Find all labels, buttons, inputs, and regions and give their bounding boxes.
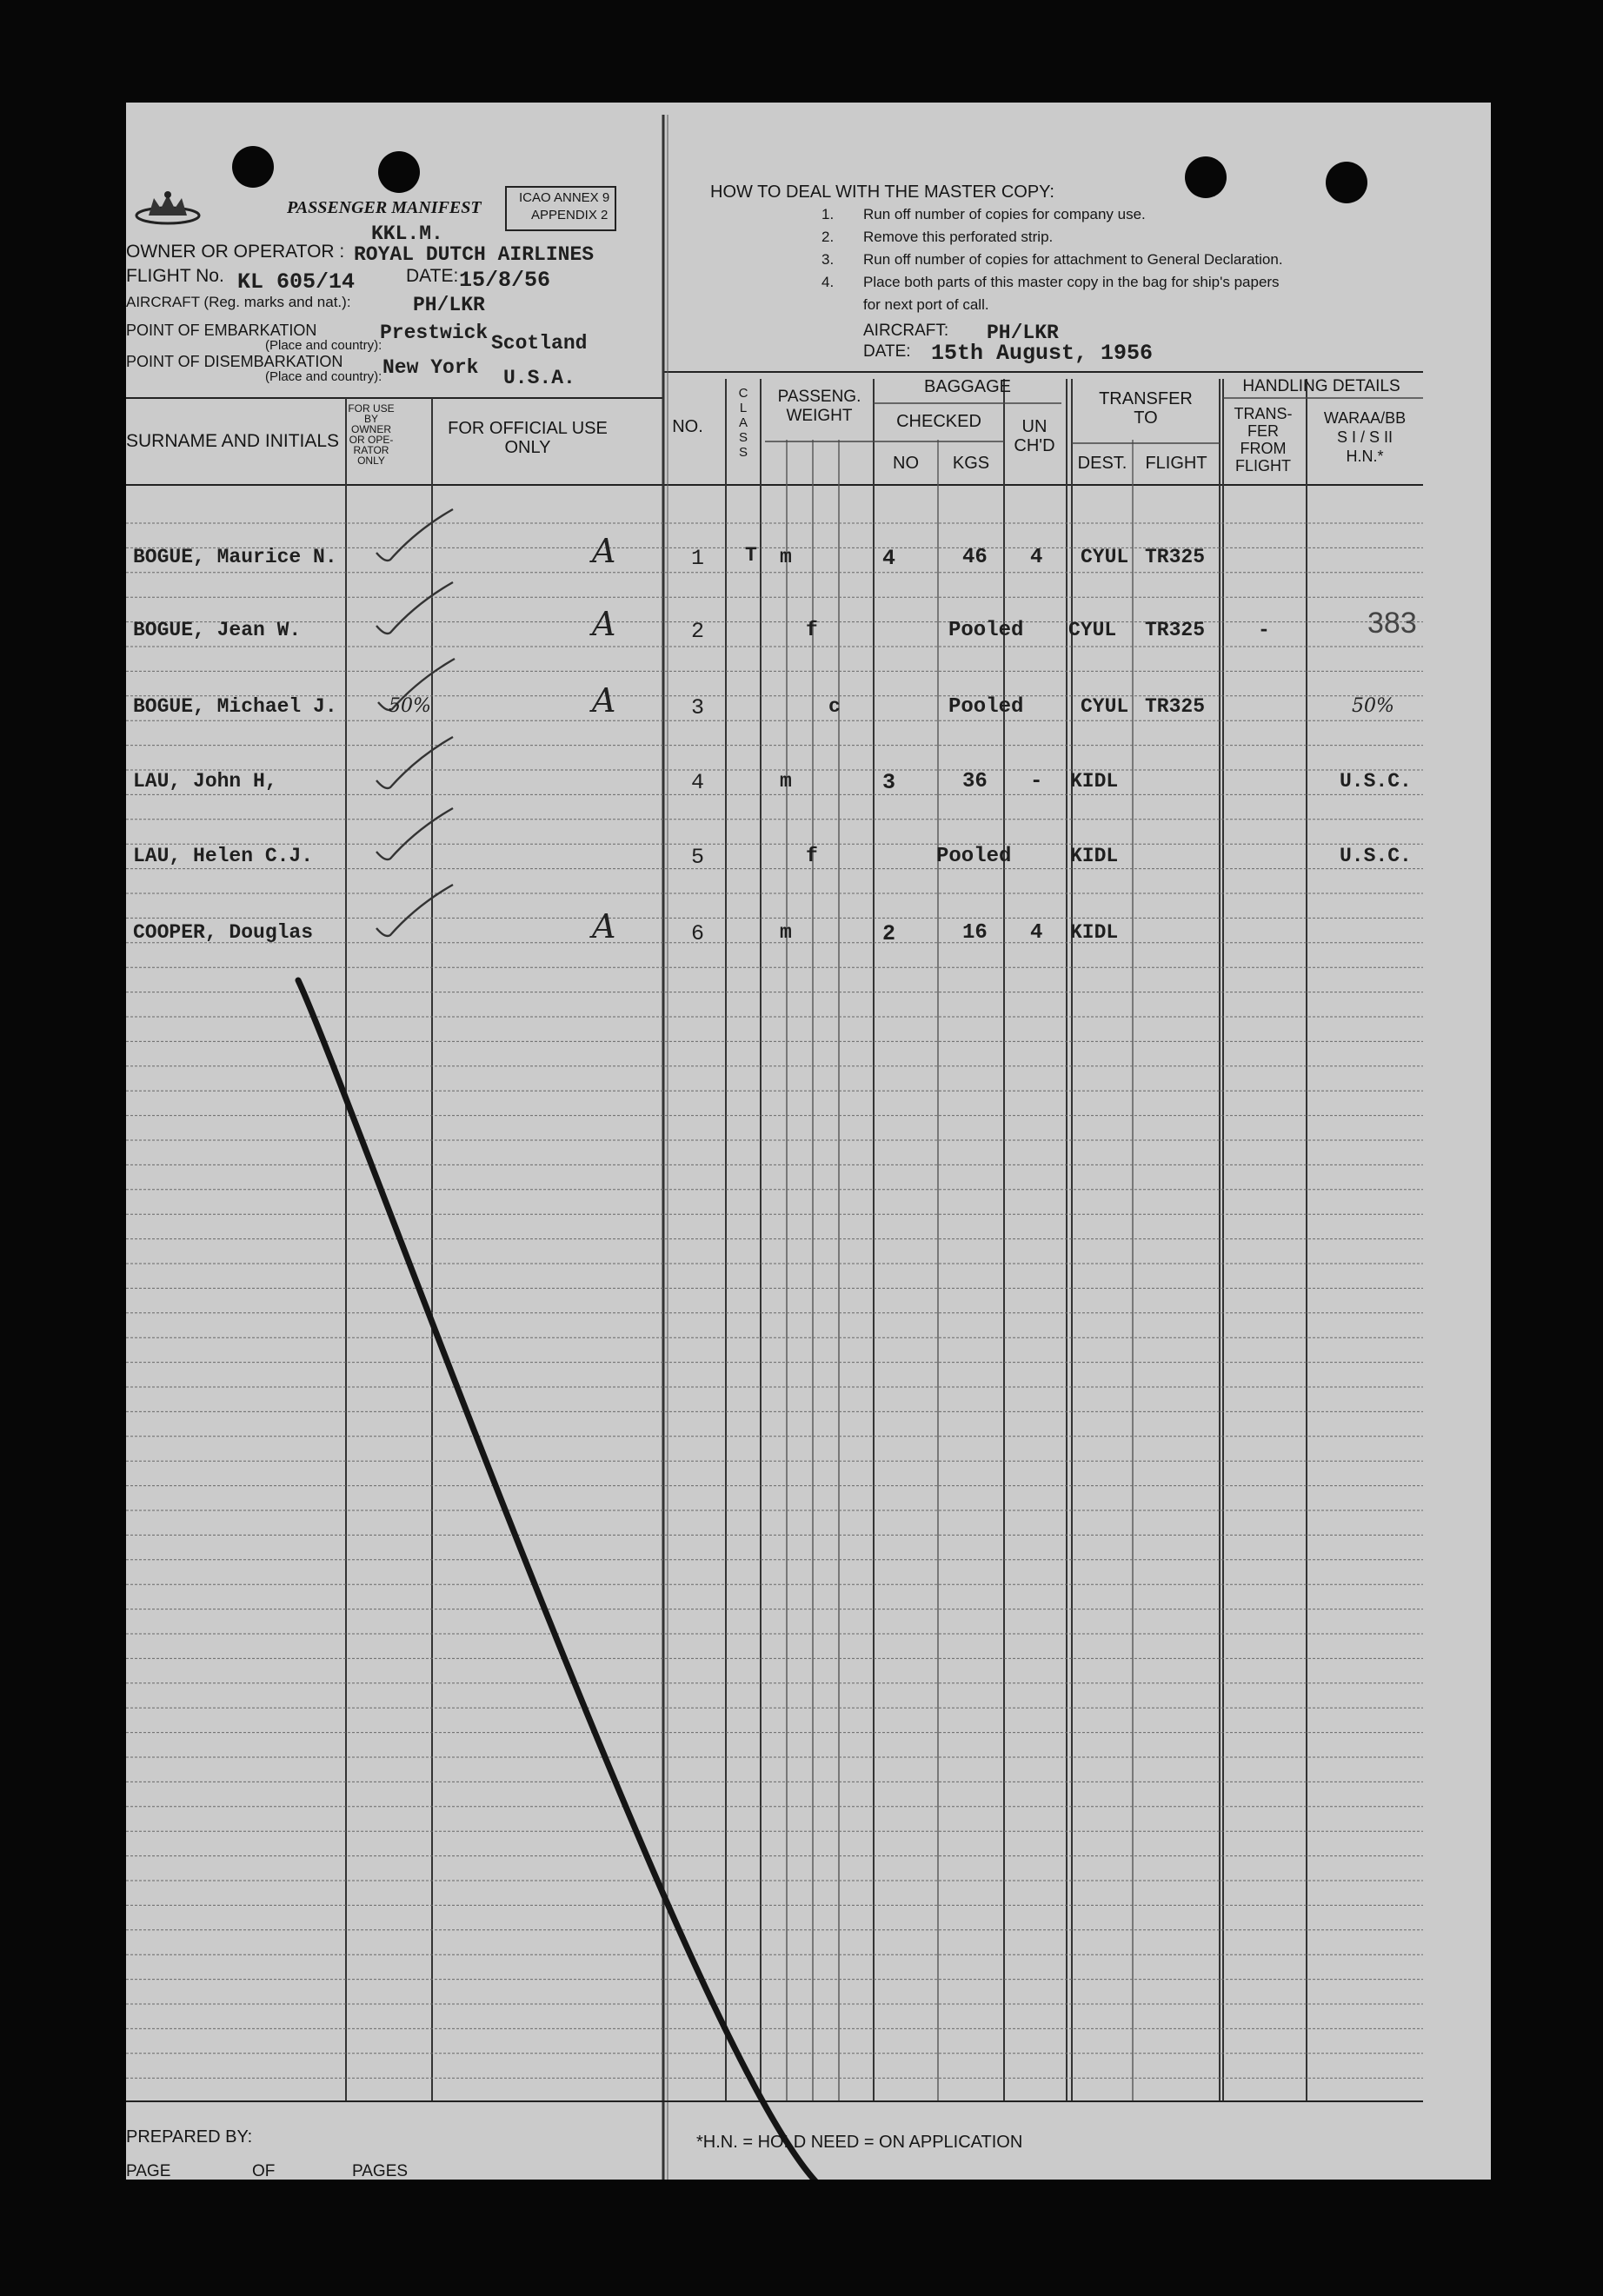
header-flight: FLIGHT <box>1145 454 1207 473</box>
instructions-heading: HOW TO DEAL WITH THE MASTER COPY: <box>710 182 1054 202</box>
instruction-item <box>821 271 1283 294</box>
check-mark <box>376 582 453 634</box>
baggage-no: 4 <box>882 546 896 571</box>
header-waraa <box>1308 408 1421 466</box>
instr-date-label: DATE: <box>863 342 911 361</box>
passenger-name: LAU, John H, <box>133 770 277 793</box>
transfer-dest: CYUL <box>1068 619 1117 641</box>
header-handling: HANDLING DETAILS <box>1242 377 1400 395</box>
disembark-sub: (Place and country): <box>265 369 382 384</box>
flight-value: KL 605/14 <box>237 269 356 295</box>
instr-aircraft-value: PH/LKR <box>987 322 1059 344</box>
transfer-dest: KIDL <box>1070 921 1119 944</box>
embark-label: POINT OF EMBARKATION <box>126 322 317 339</box>
passenger-name: BOGUE, Maurice N. <box>133 546 337 568</box>
passenger-no: 2 <box>691 619 705 644</box>
passenger-name: BOGUE, Jean W. <box>133 619 302 641</box>
transfer-flight: TR325 <box>1145 695 1206 718</box>
pages-label: PAGES <box>352 2162 409 2180</box>
appendix: APPENDIX 2 <box>531 208 609 222</box>
header-surname: SURNAME AND INITIALS <box>126 431 340 451</box>
check-mark <box>376 885 453 936</box>
instruction-number: 3. <box>821 251 835 268</box>
baggage-kgs: Pooled <box>948 695 1024 719</box>
baggage-no: 3 <box>882 770 896 795</box>
official-mark: A <box>592 532 616 570</box>
passenger-no: 5 <box>691 845 705 870</box>
waraa-line: H.N.* <box>1346 448 1384 465</box>
of-label: OF <box>252 2162 276 2180</box>
handling-details: 383 <box>1367 607 1417 640</box>
handling-details: U.S.C. <box>1340 845 1412 867</box>
unchd-line: UN <box>1021 417 1048 436</box>
passenger-no: 6 <box>691 921 705 946</box>
hn-note: *H.N. = HOLD NEED = ON APPLICATION <box>696 2133 1023 2152</box>
embark-country: Scotland <box>491 332 588 355</box>
owner-label: OWNER OR OPERATOR : <box>126 242 345 262</box>
instr-aircraft-label: AIRCRAFT: <box>863 322 949 340</box>
owner-use-line: BY <box>363 413 378 425</box>
passeng-line: WEIGHT <box>786 407 853 425</box>
transfer-from-line: TRANS- <box>1234 405 1293 422</box>
passenger-name: BOGUE, Michael J. <box>133 695 337 718</box>
passeng-line: PASSENG. <box>777 388 861 406</box>
instruction-number: 4. <box>821 274 835 290</box>
header-no: NO. <box>672 417 703 436</box>
owner-use-line: RATOR <box>353 444 389 456</box>
header-owner-use <box>347 403 396 466</box>
icao-annex: ICAO ANNEX 9 <box>519 190 610 205</box>
instruction-item <box>821 226 1283 249</box>
header-official <box>432 419 623 457</box>
class-line: C <box>738 386 748 401</box>
aircraft-label: AIRCRAFT (Reg. marks and nat.): <box>126 294 351 310</box>
baggage-unchd: 4 <box>1030 921 1043 945</box>
official-use-line: FOR OFFICIAL USE <box>448 419 608 438</box>
instruction-number: 1. <box>821 206 835 222</box>
baggage-unchd: 4 <box>1030 546 1043 569</box>
passenger-no: 1 <box>691 546 705 571</box>
instructions-list <box>821 203 1283 316</box>
unchd-line: CH'D <box>1014 436 1055 455</box>
baggage-kgs: 36 <box>962 770 988 793</box>
owner-use-line: ONLY <box>357 455 385 467</box>
header-transfer-from <box>1221 405 1305 474</box>
baggage-kgs: Pooled <box>948 619 1024 642</box>
prepared-by: PREPARED BY: <box>126 2127 253 2147</box>
transfer-dest: KIDL <box>1070 845 1119 867</box>
instr-date-value: 15th August, 1956 <box>931 341 1154 366</box>
header-dest: DEST. <box>1077 454 1127 473</box>
punch-hole <box>1185 156 1227 198</box>
baggage-kgs: 16 <box>962 921 988 945</box>
flight-label: FLIGHT No. <box>126 266 224 286</box>
instruction-text: Remove this perforated strip. <box>863 229 1054 245</box>
header-bag-no: NO <box>893 454 919 473</box>
punch-hole <box>232 146 274 188</box>
punch-hole <box>1326 162 1367 203</box>
disembark-place: New York <box>382 356 479 379</box>
owner-use-line: OWNER <box>351 423 391 435</box>
transfer-dest: CYUL <box>1081 695 1129 718</box>
transfer-from-line: FLIGHT <box>1234 457 1291 474</box>
date-label: DATE: <box>406 266 459 286</box>
baggage-no: 2 <box>882 921 896 946</box>
punch-hole <box>378 151 420 193</box>
baggage-kgs: Pooled <box>936 845 1012 868</box>
transfer-dest: CYUL <box>1081 546 1129 568</box>
official-mark: A <box>592 907 616 946</box>
transfer-from-flight: - <box>1258 619 1270 641</box>
check-mark <box>376 737 453 788</box>
official-mark: A <box>592 605 616 643</box>
instruction-text: Place both parts of this master copy in the bag for ship's papers <box>863 274 1280 290</box>
class-line: L <box>739 401 748 415</box>
passenger-sex: f <box>806 619 818 641</box>
official-use-line: ONLY <box>504 438 551 457</box>
date-value: 15/8/56 <box>459 268 551 293</box>
form-title: PASSENGER MANIFEST <box>287 198 482 217</box>
header-checked: CHECKED <box>896 412 981 431</box>
embark-sub: (Place and country): <box>265 338 382 353</box>
instruction-text: Run off number of copies for attachment to General Declaration. <box>863 251 1283 268</box>
instruction-item <box>821 249 1283 271</box>
instruction-item <box>821 294 1283 316</box>
instruction-text: for next port of call. <box>863 296 989 313</box>
instruction-item <box>821 203 1283 226</box>
owner-use-line: FOR USE <box>348 402 395 415</box>
class-line: A <box>738 415 748 430</box>
check-mark <box>376 509 453 561</box>
page-label: PAGE <box>126 2162 171 2180</box>
header-kgs: KGS <box>952 454 990 473</box>
transfer-line: TO <box>1134 408 1158 428</box>
class-line: S <box>738 430 748 445</box>
passenger-sex: m <box>780 770 792 793</box>
header-baggage: BAGGAGE <box>923 377 1012 396</box>
passenger-class: T <box>745 544 757 567</box>
cancel-slash <box>298 980 865 2180</box>
header-passeng-weight <box>765 388 874 426</box>
klm-crown-logo <box>133 189 203 233</box>
check-mark <box>376 808 453 859</box>
transfer-flight: TR325 <box>1145 619 1206 641</box>
official-mark: A <box>592 681 616 720</box>
aircraft-value: PH/LKR <box>413 294 485 316</box>
passenger-name: LAU, Helen C.J. <box>133 845 314 867</box>
kkl-label: KKL.M. <box>371 222 443 245</box>
owner-value: ROYAL DUTCH AIRLINES <box>354 243 595 266</box>
owner-mark: 50% <box>389 695 431 717</box>
waraa-line: S I / S II <box>1336 428 1393 446</box>
handling-details: 50% <box>1352 695 1394 717</box>
handling-details: U.S.C. <box>1340 770 1412 793</box>
manifest-page <box>126 103 1491 2180</box>
instruction-number: 2. <box>821 229 835 245</box>
disembark-country: U.S.A. <box>503 367 575 389</box>
embark-place: Prestwick <box>380 322 489 344</box>
passenger-sex: f <box>806 845 818 867</box>
baggage-unchd: - <box>1030 770 1043 793</box>
transfer-from-line: FER <box>1247 422 1279 440</box>
disembark-label: POINT OF DISEMBARKATION <box>126 353 343 370</box>
passenger-name: COOPER, Douglas <box>133 921 314 944</box>
baggage-kgs: 46 <box>962 546 988 569</box>
transfer-dest: KIDL <box>1070 770 1119 793</box>
transfer-flight: TR325 <box>1145 546 1206 568</box>
owner-use-line: OR OPE- <box>349 434 394 446</box>
waraa-line: WARAA/BB <box>1323 409 1407 427</box>
passenger-no: 4 <box>691 770 705 795</box>
header-class <box>731 386 755 460</box>
transfer-line: TRANSFER <box>1099 389 1193 408</box>
instruction-text: Run off number of copies for company use. <box>863 206 1146 222</box>
transfer-from-line: FROM <box>1240 440 1287 457</box>
passenger-sex: m <box>780 546 792 568</box>
passenger-sex: c <box>828 695 841 718</box>
header-unchd <box>1008 417 1061 455</box>
header-transfer-to <box>1072 389 1220 428</box>
class-line: S <box>738 445 748 460</box>
passenger-sex: m <box>780 921 792 944</box>
passenger-no: 3 <box>691 695 705 720</box>
